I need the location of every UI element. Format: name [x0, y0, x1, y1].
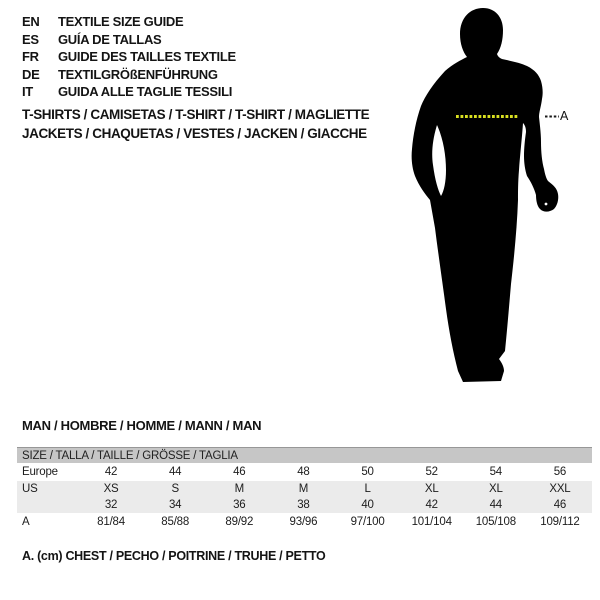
size-cell: 46 [528, 497, 592, 513]
table-row-us [17, 481, 592, 497]
man-silhouette-graphic [405, 0, 585, 400]
language-code: EN [22, 14, 40, 29]
footnote-chest-measurement: A. (cm) CHEST / PECHO / POITRINE / TRUHE / PETTO [22, 549, 326, 563]
size-cell: 42 [400, 497, 464, 513]
size-cell: 97/100 [350, 515, 385, 528]
size-cell: 48 [297, 466, 310, 478]
size-table-header: SIZE / TALLA / TAILLE / GRÖSSE / TAGLIA [17, 448, 592, 464]
language-title: GUIDA ALLE TAGLIE TESSILI [58, 84, 233, 99]
size-cell: XL [400, 481, 464, 497]
size-cell: M [271, 481, 335, 497]
size-cell: 50 [361, 466, 374, 478]
language-list [22, 13, 236, 101]
size-cell: 109/112 [540, 515, 580, 528]
section-title-man: MAN / HOMBRE / HOMME / MANN / MAN [22, 418, 262, 433]
row-label: Europe [22, 466, 58, 478]
size-cell: 89/92 [225, 515, 254, 528]
size-cell: 101/104 [411, 515, 452, 528]
language-row [22, 48, 236, 66]
size-cell: 32 [79, 497, 143, 513]
language-code: DE [22, 66, 40, 82]
language-row [22, 66, 236, 84]
size-cell: XXL [528, 481, 592, 497]
size-cell: L [336, 481, 400, 497]
size-cell: XS [79, 481, 143, 497]
measurement-label-a: A [560, 109, 569, 123]
language-row [22, 83, 236, 101]
language-title: TEXTILGRÖßENFÜHRUNG [58, 66, 218, 82]
row-label [17, 497, 79, 513]
size-cell: 54 [489, 466, 503, 478]
language-title: TEXTILE SIZE GUIDE [58, 14, 184, 29]
row-label: US [17, 481, 79, 497]
size-cell: 56 [553, 466, 567, 478]
size-cell: S [143, 481, 207, 497]
language-row [22, 31, 236, 49]
size-cell: 46 [233, 466, 246, 478]
man-silhouette-figure [405, 0, 585, 400]
category-line-tshirts: T-SHIRTS / CAMISETAS / T-SHIRT / T-SHIRT / MAGLIETTE [22, 107, 370, 122]
size-cell: 85/88 [161, 515, 190, 528]
language-title: GUIDE DES TAILLES TEXTILE [58, 49, 236, 64]
size-cell: 38 [271, 497, 335, 513]
size-cell: 105/108 [475, 515, 516, 528]
language-code: FR [22, 49, 39, 64]
fist-detail [545, 203, 548, 206]
size-cell: 40 [336, 497, 400, 513]
size-cell: 36 [207, 497, 271, 513]
table-row-chest-a [17, 513, 592, 530]
size-table-header-row [17, 448, 592, 464]
table-row-unlabeled [17, 497, 592, 513]
size-cell: 44 [168, 466, 182, 478]
size-cell: 81/84 [97, 515, 125, 528]
size-cell: 34 [143, 497, 207, 513]
size-cell: 93/96 [289, 515, 318, 528]
language-title: GUÍA DE TALLAS [58, 31, 162, 47]
man-silhouette-path [412, 8, 559, 382]
language-code: ES [22, 31, 39, 47]
size-table [17, 447, 592, 530]
language-row [22, 13, 236, 31]
row-label: A [22, 515, 30, 528]
size-cell: M [207, 481, 271, 497]
category-list [22, 106, 369, 143]
size-cell: 52 [425, 466, 438, 478]
size-cell: 42 [104, 466, 118, 478]
size-cell: 44 [464, 497, 528, 513]
category-line-jackets: JACKETS / CHAQUETAS / VESTES / JACKEN / GIACCHE [22, 125, 367, 141]
language-code: IT [22, 84, 33, 99]
size-cell: XL [464, 481, 528, 497]
table-row-europe [17, 463, 592, 481]
